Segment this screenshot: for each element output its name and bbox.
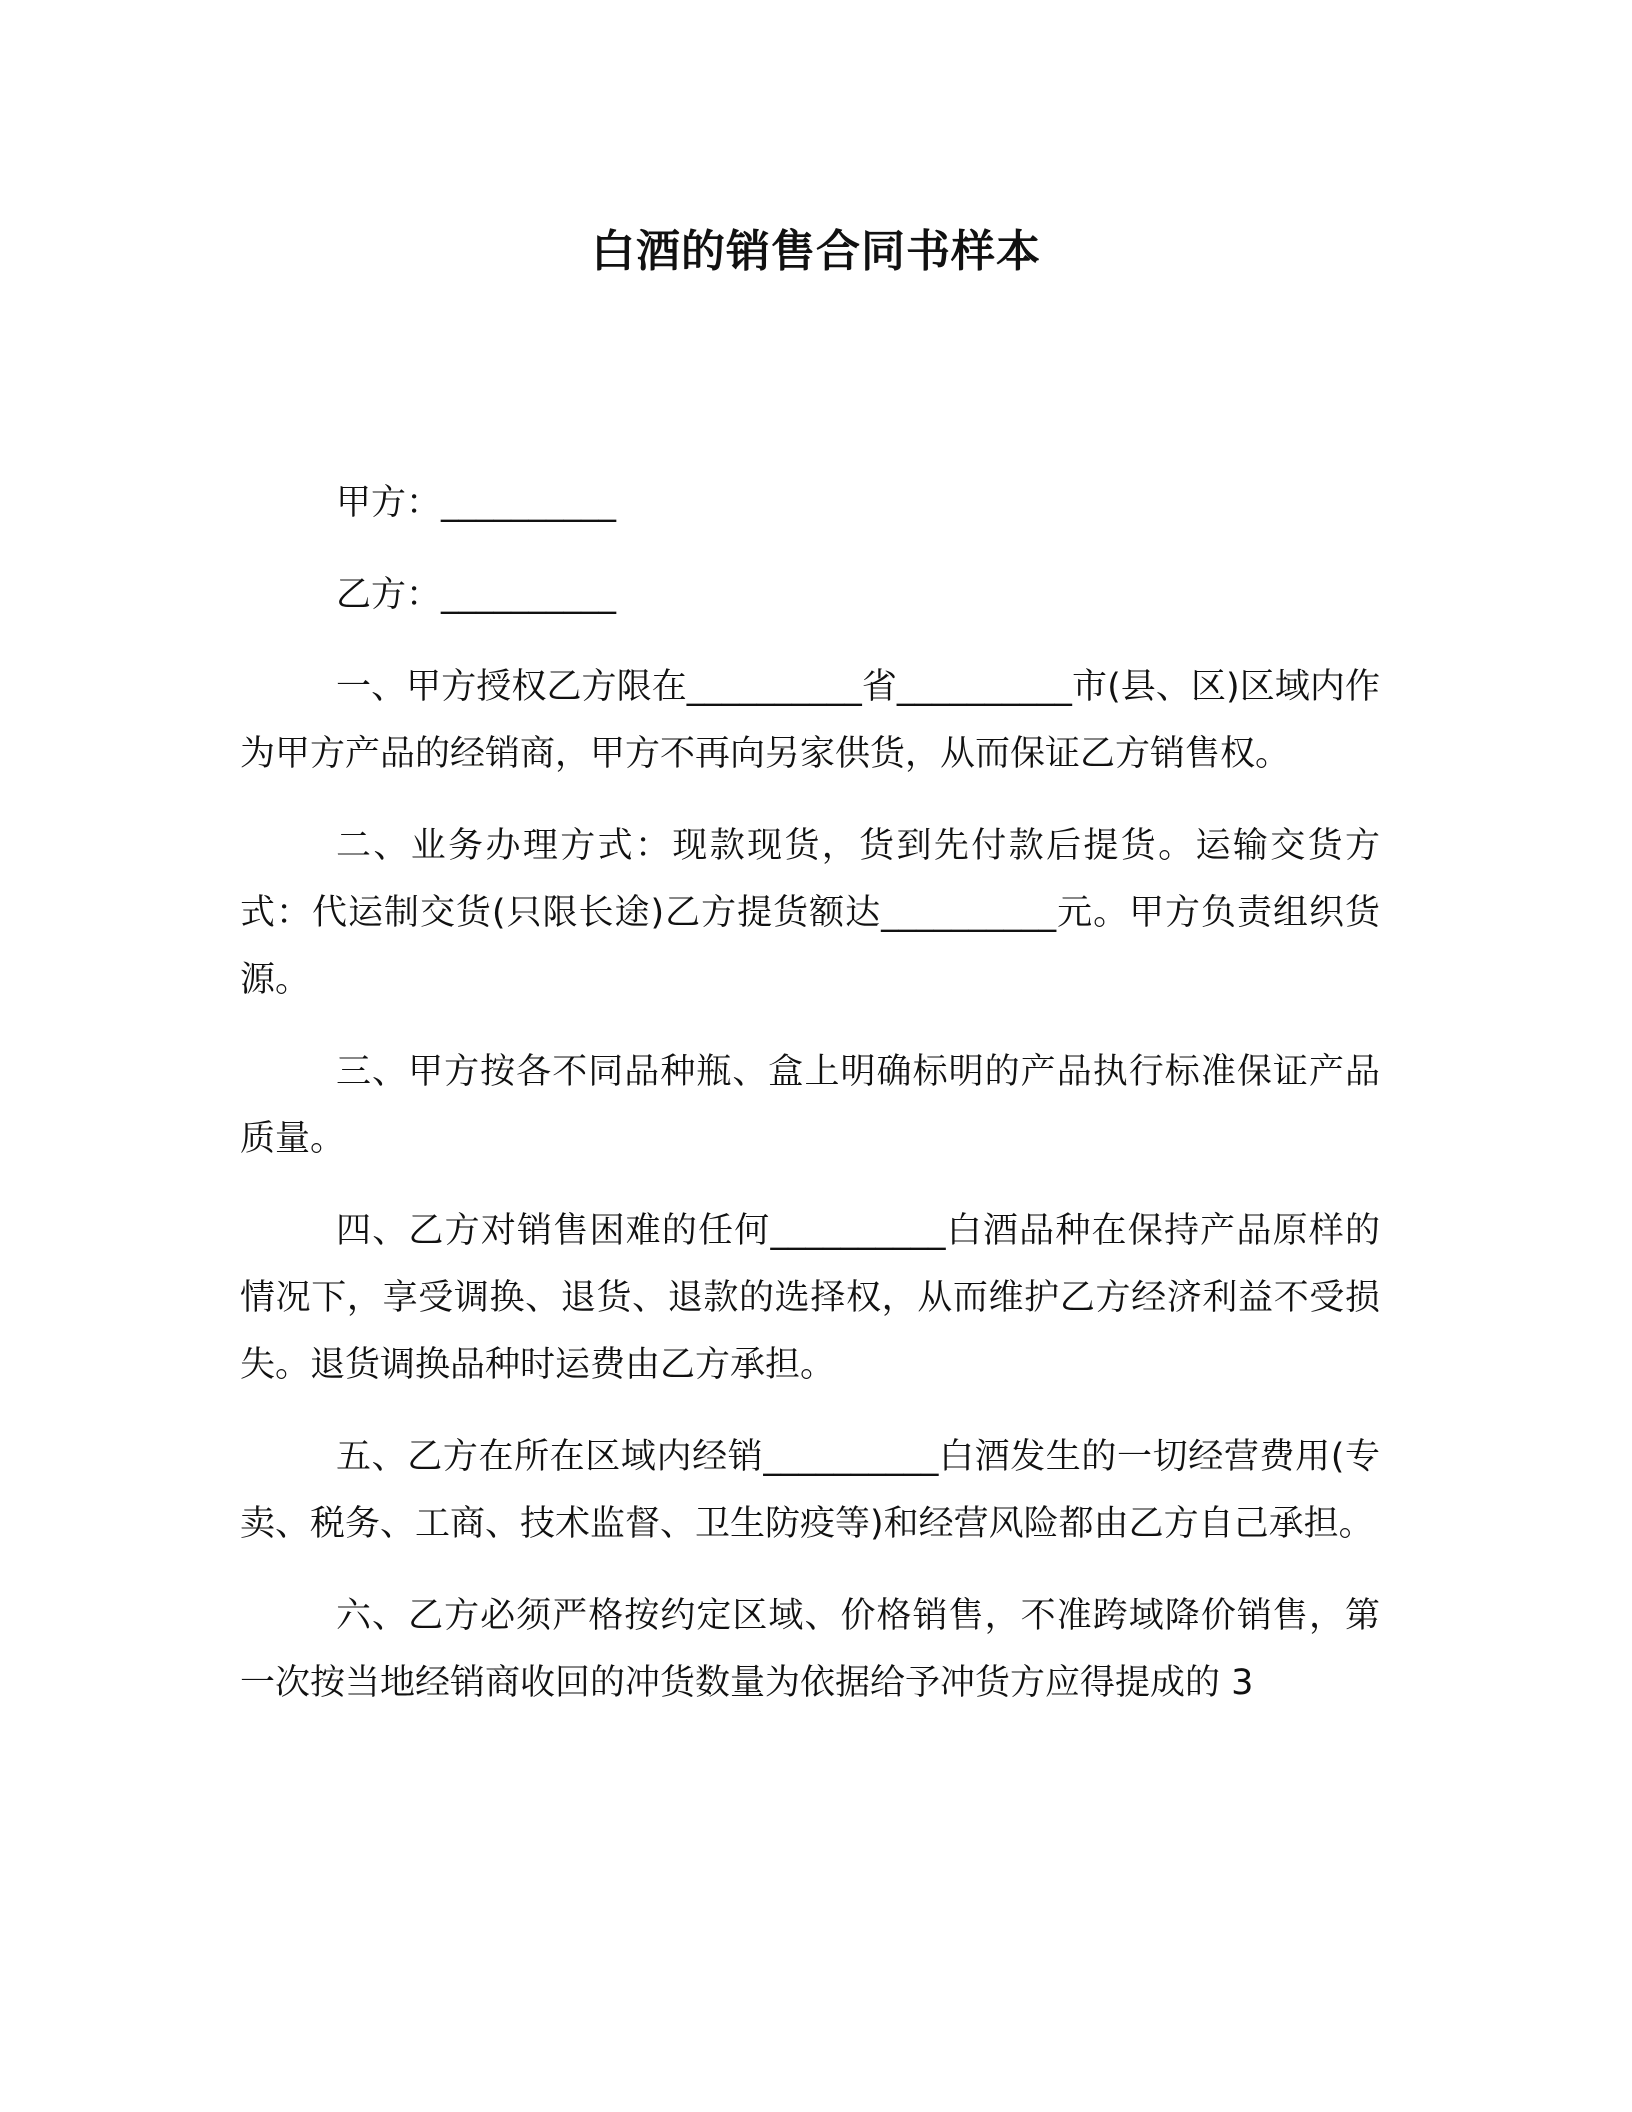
clause-1: 一、甲方授权乙方限在__________省__________市(县、区)区域内作为甲方产品的经销商，甲方不再向另家供货，从而保证乙方销售权。 [240, 667, 1380, 774]
clause-3: 三、甲方按各不同品种瓶、盒上明确标明的产品执行标准保证产品质量。 [240, 1052, 1380, 1159]
party-a-line: 甲方：__________ [336, 483, 617, 523]
document-title: 白酒的销售合同书样本 [591, 226, 1041, 277]
document-body [240, 470, 1380, 1742]
clause-5: 五、乙方在所在区域内经销__________白酒发生的一切经营费用(专卖、税务、工商、技术监督、卫生防疫等)和经营风险都由乙方自己承担。 [240, 1437, 1380, 1544]
clause-6: 六、乙方必须严格按约定区域、价格销售，不准跨域降价销售，第一次按当地经销商收回的冲货数量为依据给予冲货方应得提成的 3 [240, 1596, 1380, 1703]
clause-2: 二、业务办理方式：现款现货，货到先付款后提货。运输交货方式：代运制交货(只限长途)乙方提货额达__________元。甲方负责组织货源。 [240, 826, 1380, 1000]
clause-4: 四、乙方对销售困难的任何__________白酒品种在保持产品原样的情况下，享受调换、退货、退款的选择权，从而维护乙方经济利益不受损失。退货调换品种时运费由乙方承担。 [240, 1211, 1380, 1385]
party-b-line: 乙方：__________ [336, 575, 617, 615]
